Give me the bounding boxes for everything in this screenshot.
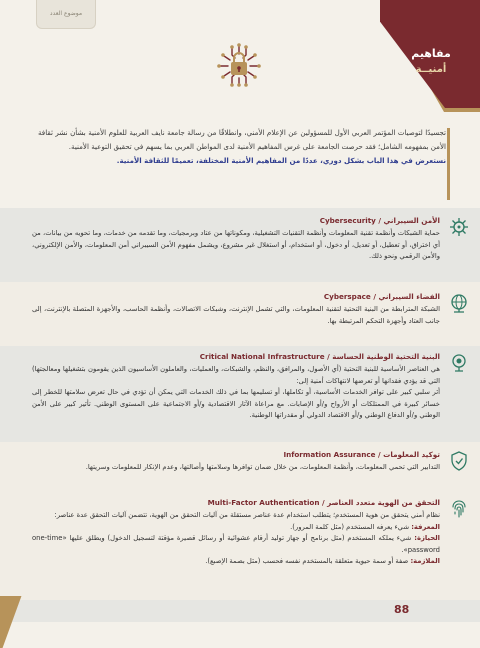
mfa-item-inherence (32, 556, 440, 568)
mfa-item-text: شيء يملكه المستخدم (مثل برنامج أو جهاز توليد أرقام عشوائية أو رسائل قصيرة مؤقتة لتسجيل الدخول) ويطلق عليها «one-time password». (32, 534, 440, 554)
mfa-item-knowledge (32, 522, 440, 534)
lock-circuit-icon (214, 40, 264, 90)
concept-body-intro: هي العناصر الأساسية للبنية التحتية (أي الأصول، والمرافق، والنظم، والشبكات، والعمليات، والعاملون الأساسيون الذين يقومون بتشغيلها ومعالجتها) التي قد يؤدي فقدانها أو تعرضها لانتهاكات أمنية إلى: (32, 365, 440, 385)
mfa-item-possession (32, 533, 440, 556)
mfa-item-text: شيء يعرفه المستخدم (مثل كلمة المرور). (290, 522, 410, 531)
concept-body (32, 510, 440, 568)
concept-body-intro: نظام أمني يتحقق من هوية المستخدم؛ يتطلب استخدام عدة عناصر مستقلة من آليات التحقق من الهوية، تتضمن آليات التحقق عدة عناصر: (54, 511, 440, 519)
concept-body (32, 364, 440, 422)
concept-body: حماية الشبكات وأنظمة تقنية المعلومات وأنظمة التقنيات التشغيلية، ومكوناتها من عتاد وبرمجيات، وما تقدمه من خدمات، وما تحويه من بيانات، من أي اختراق، أو تعطيل، أو تعديل، أو دخول، أو استخدام، أو استغلال غير مشروع، ويشمل مفهوم الأمن السيبراني أمن المعلومات، والأمن الإلكتروني، والأمن الرقمي ونحو ذلك. (32, 229, 440, 261)
concept-information-assurance (0, 444, 480, 492)
concept-body: الشبكة المترابطة من البنية التحتية لتقنية المعلومات، والتي تشمل الإنترنت، وشبكات الاتصالات، وأنظمة الحاسب، والأجهزة المتصلة بالإنترنت، إلى جانب العتاد وأجهزة التحكم المرتبطة بها. (32, 305, 440, 325)
mfa-item-label: المعرفة: (411, 522, 440, 531)
concept-critical-infrastructure (0, 346, 480, 442)
page-number: 88 (394, 603, 410, 616)
intro-accent-bar (447, 128, 450, 200)
corner-accent (0, 596, 21, 648)
shield-check-icon (448, 450, 470, 472)
fingerprint-icon (448, 498, 470, 520)
concepts-list (0, 208, 480, 600)
mfa-item-label: الحيازة: (414, 534, 440, 543)
intro-block (38, 126, 446, 168)
intro-paragraph: تجسيدًا لتوصيات المؤتمر العربي الأول للمسؤولين عن الإعلام الأمني، وانطلاقًا من رسالة جامعة نايف العربية للعلوم الأمنية بشأن نشر ثقافة الأمن بمفهومه الشامل؛ فقد حرصت الجامعة على غرس المفاهيم الأمنية لدى المواطن العربي بما يسهم في تحقيق التوعية الأمنية. (38, 128, 446, 151)
concept-cyberspace (0, 284, 480, 344)
virus-icon (448, 216, 470, 238)
concept-mfa (0, 494, 480, 600)
concept-title: التحقق من الهوية متعدد العناصر / Multi-Factor Authentication (207, 498, 440, 507)
banner-subtitle: أمنيــة (415, 64, 447, 75)
concept-body: التدابير التي تحمي المعلومات، وأنظمة المعلومات، من خلال ضمان توافرها وسلامتها وأصالتها، وعدم الإنكار للمعلومات وسريتها. (85, 463, 440, 471)
concept-title: الفضاء السيبراني / Cyberspace (323, 292, 440, 301)
intro-highlight: نستعرض في هذا الباب بشكل دوري، عددًا من المفاهيم الأمنية المختلفة، تعميمًا للثقافة الأمنية. (116, 156, 446, 165)
webcam-icon (448, 352, 470, 374)
concept-title: البنية التحتية الوطنية الحساسة / Critical National Infrastructure (199, 352, 440, 361)
concept-body-detail: أثر سلبي كبير على توافر الخدمات الأساسية، أو تكاملها، أو تسليمها بما في ذلك الخدمات التي يمكن أن تؤدي في حال تعرض سلامتها للخطر إلى خسائر كبيرة في الممتلكات أو الأرواح و/أو الإصابات. مع مراعاة الآثار الاقتصادية و/أو الاجتماعية على المستوى الوطني. تأثير كبير على الأمن الوطني و/أو الدفاع الوطني و/أو الاقتصاد الدولي أو مقدراتها الوطنية. (32, 388, 440, 420)
concept-title: توكيد المعلومات / Information Assurance (283, 450, 440, 459)
globe-network-icon (448, 292, 470, 314)
mfa-item-text: صفة أو سمة حيوية متعلقة بالمستخدم نفسه فحسب (مثل بصمة الإصبع). (205, 557, 409, 566)
banner-title-text: مفاهيم (411, 47, 451, 60)
concept-cybersecurity (0, 208, 480, 282)
mfa-item-label: الملازمة: (410, 557, 440, 566)
concept-title: الأمن السيبراني / Cybersecurity (319, 216, 440, 225)
topic-tag: موضوع العدد (36, 0, 96, 29)
banner-title (396, 46, 466, 78)
